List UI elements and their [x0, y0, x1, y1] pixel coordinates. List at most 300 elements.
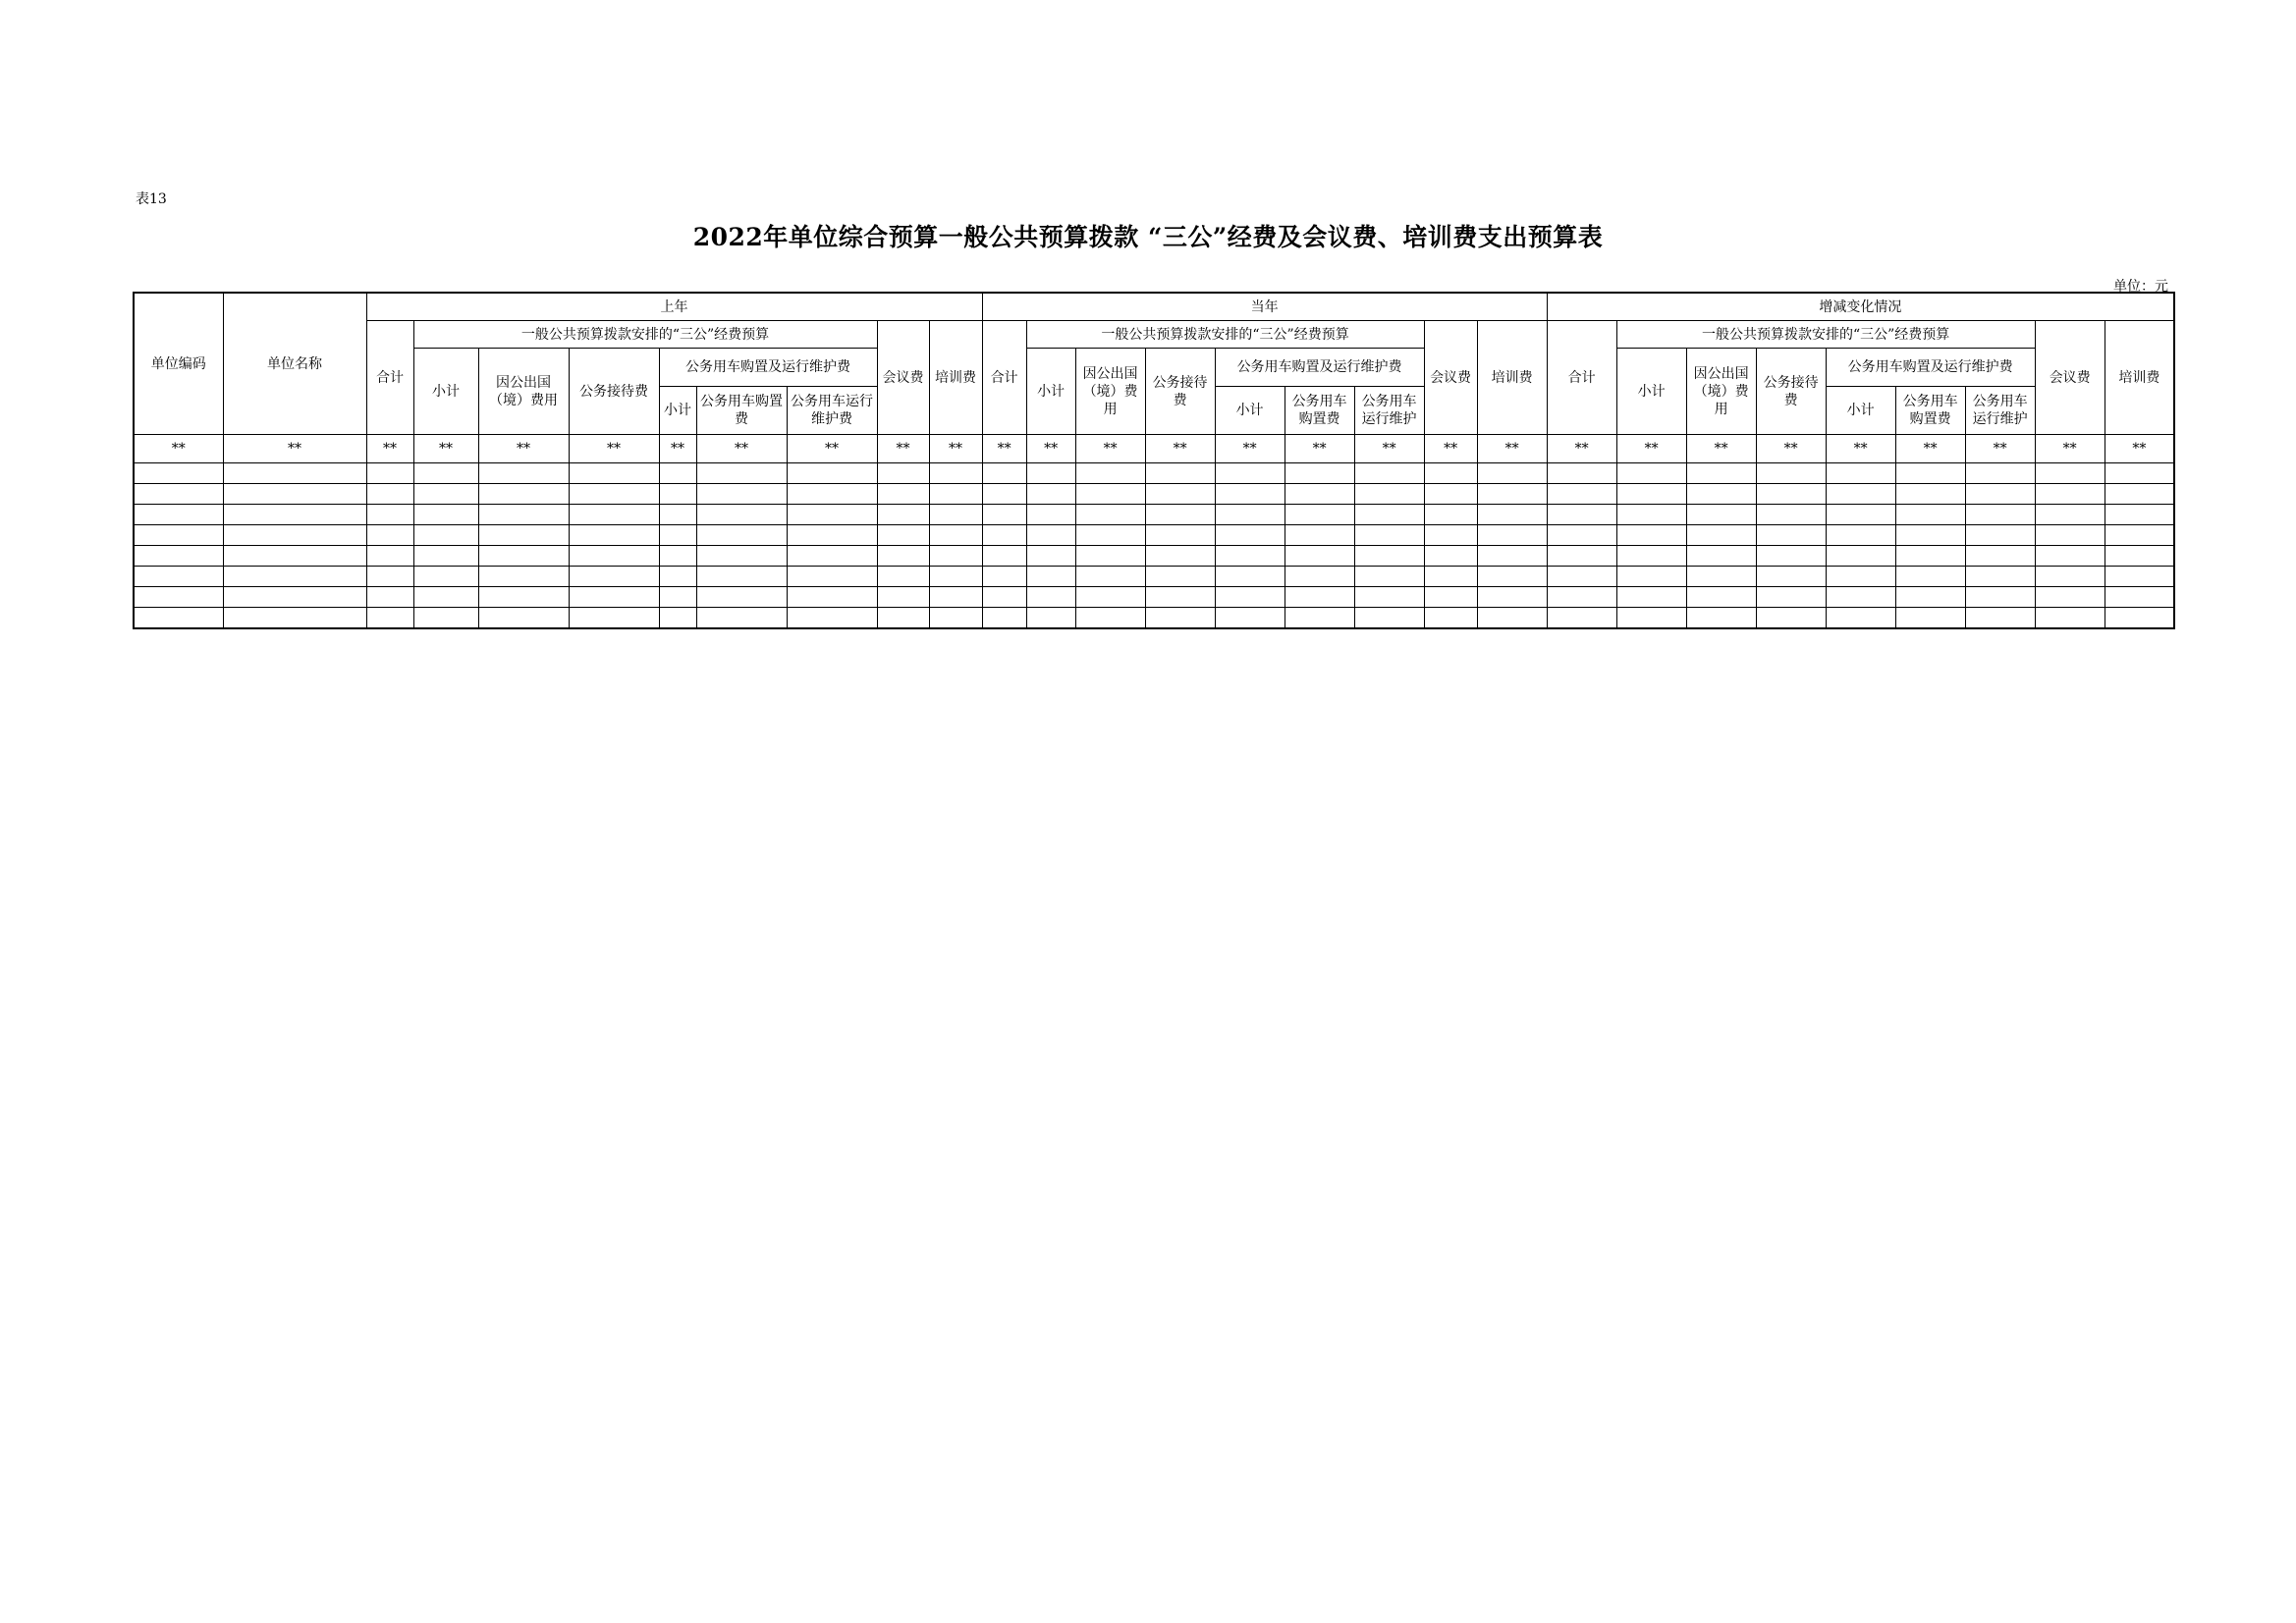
header-vehicle-purchase: 公务用车购置费 — [1285, 387, 1354, 435]
empty-cell — [1616, 505, 1686, 525]
empty-cell — [1895, 546, 1965, 567]
empty-cell — [1547, 505, 1616, 525]
placeholder-cell: ** — [787, 435, 877, 463]
table-number: 表13 — [136, 191, 167, 207]
empty-cell — [413, 505, 478, 525]
empty-cell — [696, 463, 787, 484]
placeholder-cell: ** — [478, 435, 569, 463]
empty-cell — [659, 567, 696, 587]
empty-cell — [1756, 525, 1826, 546]
empty-cell — [1477, 608, 1547, 629]
empty-cell — [1424, 505, 1477, 525]
empty-cell — [1756, 608, 1826, 629]
placeholder-cell: ** — [1616, 435, 1686, 463]
empty-cell — [1145, 525, 1215, 546]
empty-cell — [929, 567, 982, 587]
placeholder-cell: ** — [696, 435, 787, 463]
header-sangong-budget: 一般公共预算拨款安排的“三公”经费预算 — [1616, 321, 2035, 349]
placeholder-cell: ** — [569, 435, 659, 463]
empty-cell — [787, 505, 877, 525]
empty-cell — [1547, 546, 1616, 567]
table-row — [134, 546, 2174, 567]
empty-cell — [366, 484, 413, 505]
empty-cell — [134, 608, 223, 629]
empty-cell — [982, 484, 1026, 505]
empty-cell — [1075, 546, 1145, 567]
empty-cell — [1215, 525, 1285, 546]
header-abroad: 因公出国（境）费用 — [478, 349, 569, 435]
empty-cell — [1285, 525, 1354, 546]
empty-cell — [877, 463, 929, 484]
empty-cell — [1075, 608, 1145, 629]
empty-cell — [413, 463, 478, 484]
empty-cell — [134, 546, 223, 567]
empty-cell — [569, 546, 659, 567]
empty-cell — [1424, 608, 1477, 629]
empty-cell — [1686, 608, 1756, 629]
empty-cell — [929, 587, 982, 608]
table-row — [134, 435, 2174, 463]
empty-cell — [478, 505, 569, 525]
placeholder-cell: ** — [1026, 435, 1075, 463]
header-meeting: 会议费 — [877, 321, 929, 435]
empty-cell — [1075, 525, 1145, 546]
empty-cell — [413, 587, 478, 608]
empty-cell — [1026, 546, 1075, 567]
empty-cell — [478, 484, 569, 505]
empty-cell — [1477, 505, 1547, 525]
header-vehicle-operation: 公务用车运行维护 — [1354, 387, 1424, 435]
placeholder-cell: ** — [1895, 435, 1965, 463]
empty-cell — [1075, 463, 1145, 484]
empty-cell — [413, 525, 478, 546]
empty-cell — [1547, 525, 1616, 546]
header-vehicle-total: 公务用车购置及运行维护费 — [1215, 349, 1424, 387]
empty-cell — [877, 484, 929, 505]
empty-cell — [1145, 567, 1215, 587]
empty-cell — [1285, 463, 1354, 484]
table-row — [134, 484, 2174, 505]
empty-cell — [2105, 587, 2174, 608]
empty-cell — [1895, 587, 1965, 608]
placeholder-cell: ** — [223, 435, 366, 463]
empty-cell — [1075, 505, 1145, 525]
placeholder-cell: ** — [1075, 435, 1145, 463]
empty-cell — [223, 587, 366, 608]
empty-cell — [1965, 484, 2035, 505]
empty-cell — [223, 525, 366, 546]
empty-cell — [982, 546, 1026, 567]
empty-cell — [1285, 587, 1354, 608]
header-total: 合计 — [982, 321, 1026, 435]
empty-cell — [2035, 505, 2105, 525]
empty-cell — [2035, 567, 2105, 587]
empty-cell — [1756, 463, 1826, 484]
empty-cell — [1354, 587, 1424, 608]
empty-cell — [1075, 484, 1145, 505]
header-reception: 公务接待费 — [1145, 349, 1215, 435]
header-meeting: 会议费 — [2035, 321, 2105, 435]
empty-cell — [1285, 546, 1354, 567]
header-sangong-budget: 一般公共预算拨款安排的“三公”经费预算 — [1026, 321, 1424, 349]
header-unit-code: 单位编码 — [134, 293, 223, 435]
empty-cell — [1424, 484, 1477, 505]
empty-cell — [877, 608, 929, 629]
empty-cell — [1965, 525, 2035, 546]
empty-cell — [1075, 587, 1145, 608]
header-reception: 公务接待费 — [1756, 349, 1826, 435]
empty-cell — [1215, 484, 1285, 505]
placeholder-rows — [134, 435, 2174, 463]
empty-cell — [1895, 567, 1965, 587]
empty-cell — [569, 484, 659, 505]
empty-cell — [1354, 505, 1424, 525]
empty-cell — [478, 587, 569, 608]
header-reception: 公务接待费 — [569, 349, 659, 435]
empty-cell — [1826, 484, 1895, 505]
empty-cell — [2035, 525, 2105, 546]
header-vehicle-subtotal: 小计 — [1826, 387, 1895, 435]
empty-cell — [1895, 484, 1965, 505]
empty-cell — [1354, 567, 1424, 587]
empty-cell — [1547, 608, 1616, 629]
empty-cell — [2105, 463, 2174, 484]
header-vehicle-total: 公务用车购置及运行维护费 — [659, 349, 877, 387]
empty-cell — [982, 567, 1026, 587]
empty-cell — [1215, 587, 1285, 608]
header-total: 合计 — [1547, 321, 1616, 435]
empty-cell — [366, 463, 413, 484]
table-row — [134, 463, 2174, 484]
empty-cell — [569, 587, 659, 608]
table-row — [134, 505, 2174, 525]
placeholder-cell: ** — [2105, 435, 2174, 463]
empty-cell — [1547, 587, 1616, 608]
empty-cell — [1686, 546, 1756, 567]
placeholder-cell: ** — [1145, 435, 1215, 463]
empty-cell — [1215, 505, 1285, 525]
empty-cell — [478, 525, 569, 546]
empty-cell — [982, 463, 1026, 484]
empty-cell — [2105, 484, 2174, 505]
empty-rows — [134, 463, 2174, 629]
empty-cell — [1145, 608, 1215, 629]
empty-cell — [1686, 587, 1756, 608]
empty-cell — [982, 525, 1026, 546]
empty-cell — [1756, 484, 1826, 505]
empty-cell — [1145, 484, 1215, 505]
budget-table — [133, 292, 2175, 629]
empty-cell — [1424, 587, 1477, 608]
header-training: 培训费 — [929, 321, 982, 435]
empty-cell — [1965, 463, 2035, 484]
empty-cell — [569, 608, 659, 629]
table-row — [134, 587, 2174, 608]
empty-cell — [1826, 608, 1895, 629]
empty-cell — [569, 505, 659, 525]
header-vehicle-subtotal: 小计 — [1215, 387, 1285, 435]
header-unit-name: 单位名称 — [223, 293, 366, 435]
placeholder-cell: ** — [877, 435, 929, 463]
empty-cell — [1686, 484, 1756, 505]
unit-label: 单位：元 — [2113, 279, 2168, 295]
empty-cell — [569, 567, 659, 587]
empty-cell — [1686, 463, 1756, 484]
empty-cell — [2035, 484, 2105, 505]
empty-cell — [478, 608, 569, 629]
empty-cell — [1215, 463, 1285, 484]
empty-cell — [929, 608, 982, 629]
empty-cell — [1616, 546, 1686, 567]
empty-cell — [1424, 546, 1477, 567]
empty-cell — [1895, 608, 1965, 629]
empty-cell — [929, 484, 982, 505]
empty-cell — [1965, 567, 2035, 587]
placeholder-cell: ** — [1424, 435, 1477, 463]
empty-cell — [787, 546, 877, 567]
empty-cell — [877, 525, 929, 546]
empty-cell — [696, 567, 787, 587]
empty-cell — [223, 484, 366, 505]
empty-cell — [659, 525, 696, 546]
empty-cell — [787, 525, 877, 546]
header-group-change: 增减变化情况 — [1547, 293, 2174, 321]
empty-cell — [1026, 484, 1075, 505]
placeholder-cell: ** — [1477, 435, 1547, 463]
placeholder-cell: ** — [1756, 435, 1826, 463]
header-sangong-budget: 一般公共预算拨款安排的“三公”经费预算 — [413, 321, 877, 349]
header-group-this-year: 当年 — [982, 293, 1547, 321]
empty-cell — [659, 484, 696, 505]
header-vehicle-purchase: 公务用车购置费 — [1895, 387, 1965, 435]
placeholder-cell: ** — [134, 435, 223, 463]
empty-cell — [1026, 525, 1075, 546]
empty-cell — [877, 587, 929, 608]
empty-cell — [2035, 463, 2105, 484]
empty-cell — [1145, 546, 1215, 567]
header-subtotal: 小计 — [413, 349, 478, 435]
empty-cell — [787, 484, 877, 505]
empty-cell — [787, 587, 877, 608]
empty-cell — [1145, 505, 1215, 525]
empty-cell — [1756, 567, 1826, 587]
empty-cell — [1616, 587, 1686, 608]
empty-cell — [877, 546, 929, 567]
empty-cell — [223, 608, 366, 629]
empty-cell — [1616, 463, 1686, 484]
empty-cell — [1965, 587, 2035, 608]
empty-cell — [1616, 525, 1686, 546]
empty-cell — [1965, 505, 2035, 525]
header-total: 合计 — [366, 321, 413, 435]
placeholder-cell: ** — [1686, 435, 1756, 463]
header-training: 培训费 — [2105, 321, 2174, 435]
empty-cell — [696, 608, 787, 629]
empty-cell — [1026, 463, 1075, 484]
empty-cell — [1424, 567, 1477, 587]
placeholder-cell: ** — [1965, 435, 2035, 463]
empty-cell — [366, 587, 413, 608]
empty-cell — [1547, 567, 1616, 587]
empty-cell — [1826, 505, 1895, 525]
empty-cell — [1826, 525, 1895, 546]
header-meeting: 会议费 — [1424, 321, 1477, 435]
empty-cell — [1477, 525, 1547, 546]
empty-cell — [478, 546, 569, 567]
empty-cell — [569, 525, 659, 546]
placeholder-cell: ** — [413, 435, 478, 463]
empty-cell — [1616, 567, 1686, 587]
empty-cell — [2105, 608, 2174, 629]
empty-cell — [366, 608, 413, 629]
empty-cell — [929, 463, 982, 484]
empty-cell — [134, 463, 223, 484]
empty-cell — [1026, 505, 1075, 525]
table-row — [134, 525, 2174, 546]
table-row — [134, 567, 2174, 587]
empty-cell — [982, 505, 1026, 525]
empty-cell — [1285, 608, 1354, 629]
empty-cell — [2105, 525, 2174, 546]
empty-cell — [787, 567, 877, 587]
empty-cell — [366, 505, 413, 525]
empty-cell — [134, 484, 223, 505]
empty-cell — [659, 546, 696, 567]
empty-cell — [134, 525, 223, 546]
header-subtotal: 小计 — [1616, 349, 1686, 435]
placeholder-cell: ** — [1826, 435, 1895, 463]
empty-cell — [929, 546, 982, 567]
empty-cell — [1215, 546, 1285, 567]
empty-cell — [1477, 587, 1547, 608]
empty-cell — [787, 608, 877, 629]
empty-cell — [1616, 484, 1686, 505]
placeholder-cell: ** — [2035, 435, 2105, 463]
empty-cell — [1547, 484, 1616, 505]
empty-cell — [1826, 463, 1895, 484]
placeholder-cell: ** — [1215, 435, 1285, 463]
empty-cell — [413, 484, 478, 505]
empty-cell — [787, 463, 877, 484]
header-vehicle-subtotal: 小计 — [659, 387, 696, 435]
empty-cell — [478, 567, 569, 587]
empty-cell — [1354, 608, 1424, 629]
placeholder-cell: ** — [1354, 435, 1424, 463]
empty-cell — [223, 463, 366, 484]
empty-cell — [569, 463, 659, 484]
empty-cell — [2035, 608, 2105, 629]
empty-cell — [413, 608, 478, 629]
empty-cell — [1215, 567, 1285, 587]
header-abroad: 因公出国（境）费用 — [1686, 349, 1756, 435]
empty-cell — [1285, 567, 1354, 587]
empty-cell — [1354, 484, 1424, 505]
table-row — [134, 608, 2174, 629]
empty-cell — [696, 525, 787, 546]
empty-cell — [1145, 587, 1215, 608]
placeholder-cell: ** — [929, 435, 982, 463]
empty-cell — [366, 546, 413, 567]
empty-cell — [1547, 463, 1616, 484]
empty-cell — [1756, 546, 1826, 567]
placeholder-cell: ** — [982, 435, 1026, 463]
placeholder-cell: ** — [366, 435, 413, 463]
empty-cell — [1686, 525, 1756, 546]
header-vehicle-purchase: 公务用车购置费 — [696, 387, 787, 435]
empty-cell — [223, 505, 366, 525]
empty-cell — [1026, 567, 1075, 587]
placeholder-cell: ** — [659, 435, 696, 463]
empty-cell — [1477, 546, 1547, 567]
empty-cell — [223, 567, 366, 587]
empty-cell — [1026, 608, 1075, 629]
empty-cell — [413, 546, 478, 567]
empty-cell — [1354, 463, 1424, 484]
empty-cell — [1215, 608, 1285, 629]
empty-cell — [659, 608, 696, 629]
header-vehicle-operation: 公务用车运行维护费 — [787, 387, 877, 435]
empty-cell — [1026, 587, 1075, 608]
empty-cell — [1477, 463, 1547, 484]
header-vehicle-operation: 公务用车运行维护 — [1965, 387, 2035, 435]
empty-cell — [2105, 505, 2174, 525]
empty-cell — [1616, 608, 1686, 629]
empty-cell — [1354, 525, 1424, 546]
empty-cell — [696, 484, 787, 505]
empty-cell — [1686, 505, 1756, 525]
empty-cell — [1075, 567, 1145, 587]
empty-cell — [1424, 525, 1477, 546]
empty-cell — [696, 587, 787, 608]
header-training: 培训费 — [1477, 321, 1547, 435]
empty-cell — [1895, 525, 1965, 546]
empty-cell — [1895, 505, 1965, 525]
empty-cell — [659, 463, 696, 484]
empty-cell — [982, 587, 1026, 608]
empty-cell — [1285, 505, 1354, 525]
empty-cell — [1826, 546, 1895, 567]
empty-cell — [2105, 546, 2174, 567]
empty-cell — [1354, 546, 1424, 567]
empty-cell — [696, 546, 787, 567]
empty-cell — [659, 587, 696, 608]
empty-cell — [366, 567, 413, 587]
empty-cell — [1477, 567, 1547, 587]
header-vehicle-total: 公务用车购置及运行维护费 — [1826, 349, 2035, 387]
empty-cell — [478, 463, 569, 484]
empty-cell — [1965, 546, 2035, 567]
empty-cell — [1826, 587, 1895, 608]
empty-cell — [413, 567, 478, 587]
empty-cell — [877, 567, 929, 587]
empty-cell — [134, 587, 223, 608]
empty-cell — [2035, 546, 2105, 567]
empty-cell — [1477, 484, 1547, 505]
empty-cell — [659, 505, 696, 525]
empty-cell — [1895, 463, 1965, 484]
empty-cell — [2105, 567, 2174, 587]
empty-cell — [696, 505, 787, 525]
empty-cell — [1145, 463, 1215, 484]
empty-cell — [929, 505, 982, 525]
empty-cell — [877, 505, 929, 525]
header-group-last-year: 上年 — [366, 293, 982, 321]
empty-cell — [2035, 587, 2105, 608]
empty-cell — [1424, 463, 1477, 484]
placeholder-cell: ** — [1547, 435, 1616, 463]
empty-cell — [223, 546, 366, 567]
placeholder-cell: ** — [1285, 435, 1354, 463]
